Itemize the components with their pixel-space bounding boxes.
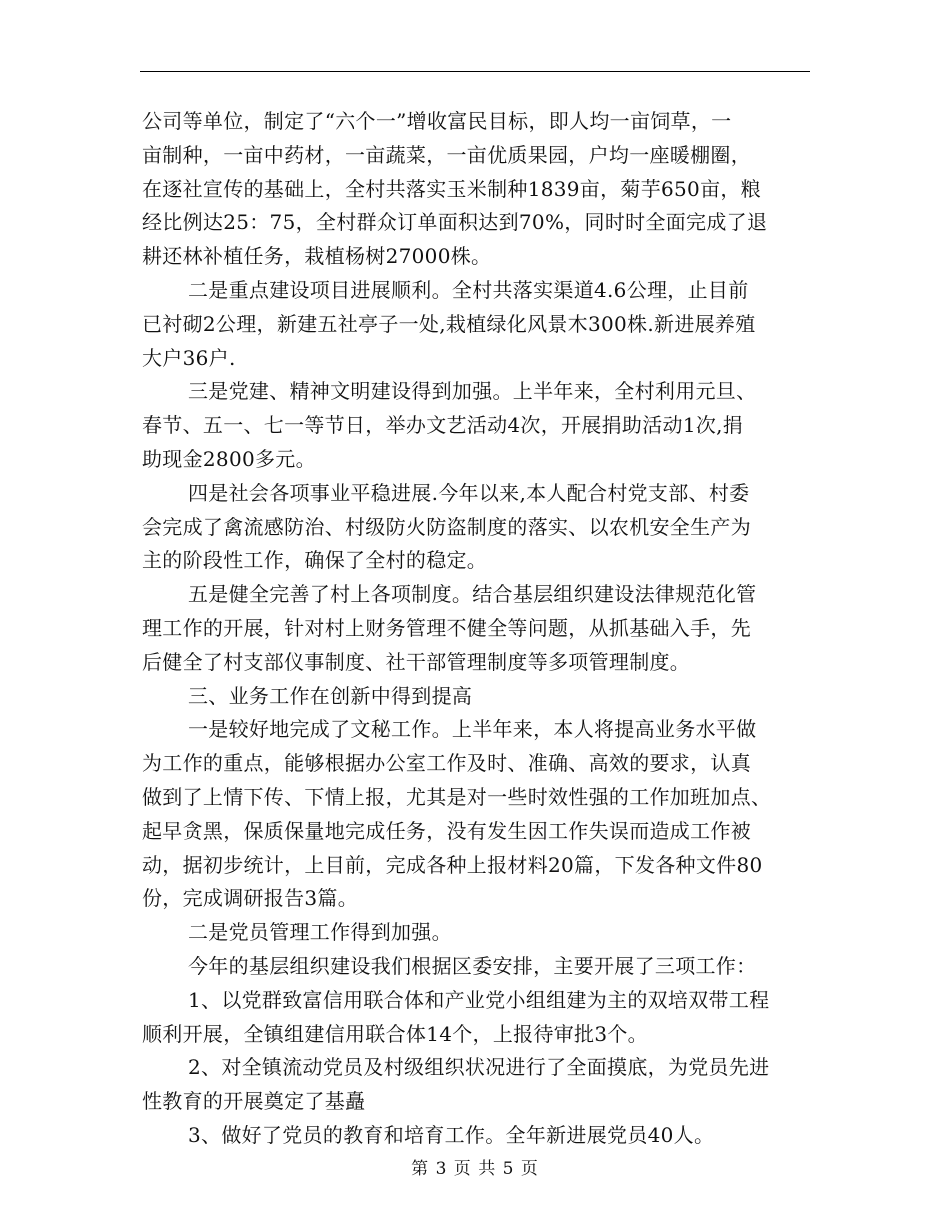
paragraph	[142, 984, 810, 1052]
text-line: 为工作的重点，能够根据办公室工作及时、准确、高效的要求，认真	[142, 751, 751, 776]
text-line: 会完成了禽流感防治、村级防火防盗制度的落实、以农机安全生产为	[142, 514, 751, 539]
paragraph	[142, 1119, 810, 1153]
text-line: 性教育的开展奠定了基矗	[142, 1089, 366, 1114]
text-line: 已衬砌2公理，新建五社亭子一处,栽植绿化风景木300株.新进展养殖	[142, 311, 756, 336]
text-line: 3、做好了党员的教育和培育工作。全年新进展党员40人。	[188, 1122, 715, 1147]
text-line: 理工作的开展，针对村上财务管理不健全等问题，从抓基础入手，先	[142, 615, 751, 640]
text-line: 顺利开展，全镇组建信用联合体14个，上报待审批3个。	[142, 1021, 648, 1046]
text-line: 五是健全完善了村上各项制度。结合基层组织建设法律规范化管	[188, 582, 757, 607]
paragraph	[142, 274, 810, 375]
text-line: 三是党建、精神文明建设得到加强。上半年来，全村利用元旦、	[188, 379, 757, 404]
text-line: 春节、五一、七一等节日，举办文艺活动4次，开展捐助活动1次,捐	[142, 413, 744, 438]
text-line: 大户36户.	[142, 345, 236, 370]
text-line: 在逐社宣传的基础上，全村共落实玉米制种1839亩，菊芋650亩，粮	[142, 176, 761, 201]
text-line: 份，完成调研报告3篇。	[142, 886, 359, 911]
paragraph	[142, 950, 810, 984]
paragraph	[142, 1051, 810, 1119]
text-line: 四是社会各项事业平稳进展.今年以来,本人配合村党支部、村委	[188, 480, 750, 505]
text-line: 动，据初步统计，上目前，完成各种上报材料20篇，下发各种文件80	[142, 852, 763, 877]
paragraph	[142, 477, 810, 578]
page-footer: 第 3 页 共 5 页	[411, 1159, 539, 1179]
paragraph	[142, 680, 810, 714]
text-line: 主的阶段性工作，确保了全村的稳定。	[142, 548, 488, 573]
text-line: 今年的基层组织建设我们根据区委安排，主要开展了三项工作：	[188, 953, 757, 978]
paragraph	[142, 713, 810, 916]
text-line: 亩制种，一亩中药材，一亩蔬菜，一亩优质果园，户均一座暖棚圈，	[142, 142, 751, 167]
paragraph	[142, 578, 810, 679]
text-line: 公司等单位，制定了“六个一”增收富民目标，即人均一亩饲草，一	[142, 109, 732, 133]
text-line: 起早贪黑，保质保量地完成任务，没有发生因工作失误而造成工作被	[142, 818, 751, 843]
text-line: 助现金2800多元。	[142, 446, 316, 471]
text-line: 耕还林补植任务，栽植杨树27000株。	[142, 244, 492, 269]
paragraph	[142, 916, 810, 950]
text-line: 做到了上情下传、下情上报，尤其是对一些时效性强的工作加班加点、	[142, 784, 772, 809]
document-body	[142, 105, 810, 1153]
text-line: 2、对全镇流动党员及村级组织状况进行了全面摸底，为党员先进	[188, 1055, 770, 1080]
header-rule	[140, 71, 810, 72]
text-line: 三、业务工作在创新中得到提高	[188, 683, 473, 708]
paragraph	[142, 375, 810, 476]
text-line: 1、以党群致富信用联合体和产业党小组组建为主的双培双带工程	[188, 987, 770, 1012]
text-line: 一是较好地完成了文秘工作。上半年来，本人将提高业务水平做	[188, 717, 757, 742]
paragraph	[142, 105, 810, 274]
text-line: 后健全了村支部仪事制度、社干部管理制度等多项管理制度。	[142, 649, 691, 674]
text-line: 二是重点建设项目进展顺利。全村共落实渠道4.6公理，止目前	[188, 277, 749, 302]
text-line: 二是党员管理工作得到加强。	[188, 920, 452, 945]
text-line: 经比例达25：75，全村群众订单面积达到70%，同时时全面完成了退	[142, 210, 768, 235]
